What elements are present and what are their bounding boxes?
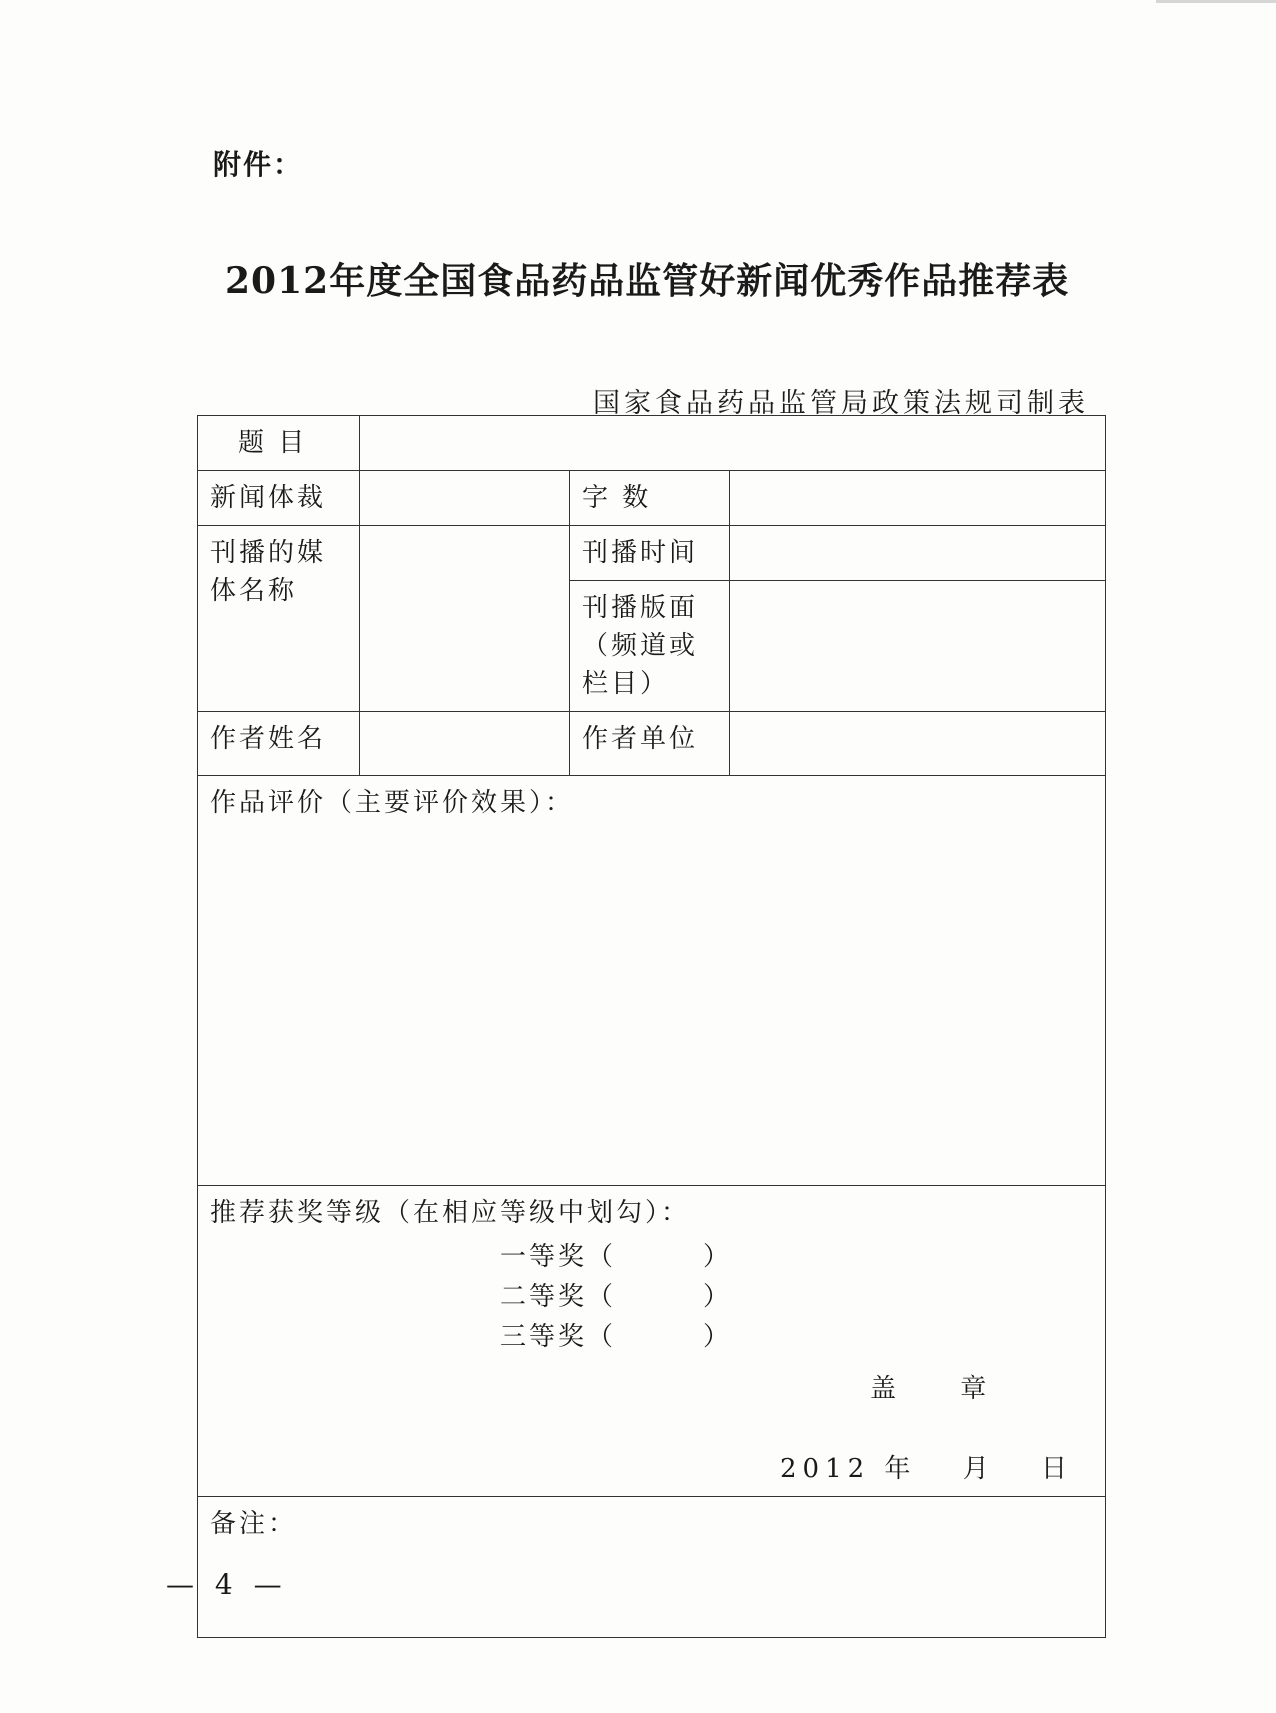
genre-label-cell: 新闻体裁 [198, 471, 360, 526]
author-input-cell[interactable] [360, 712, 570, 776]
evaluation-cell[interactable] [198, 776, 1106, 1186]
broadcast-time-input-cell[interactable] [730, 526, 1106, 581]
scan-edge-mark [1156, 0, 1276, 3]
author-unit-input-cell[interactable] [730, 712, 1106, 776]
award-second[interactable]: 二等奖（ ） [500, 1282, 733, 1312]
award-third[interactable]: 三等奖（ ） [500, 1322, 733, 1352]
recommendation-form-table [197, 415, 1106, 1638]
wordcount-label-cell: 字 数 [570, 471, 730, 526]
row-remarks [198, 1497, 1106, 1638]
remarks-label: 备注： [210, 1509, 298, 1539]
page-input-cell[interactable] [730, 581, 1106, 712]
date-label: 2012 年 月 日 [780, 1454, 1073, 1484]
remarks-cell[interactable] [198, 1497, 1106, 1638]
issuer-line: 国家食品药品监管局政策法规司制表 [593, 388, 1089, 419]
awards-list [500, 1238, 1093, 1358]
author-unit-label-cell: 作者单位 [570, 712, 730, 776]
recommend-cell [198, 1186, 1106, 1497]
document-title: 2012年度全国食品药品监管好新闻优秀作品推荐表 [225, 260, 1070, 302]
row-genre [198, 471, 1106, 526]
page-label-cell: 刊播版面（频道或栏目） [570, 581, 730, 712]
media-input-cell[interactable] [360, 526, 570, 712]
row-recommend [198, 1186, 1106, 1497]
page-number: — 4 — [166, 1568, 288, 1601]
genre-input-cell[interactable] [360, 471, 570, 526]
title-input-cell[interactable] [360, 416, 1106, 471]
media-label-cell: 刊播的媒体名称 [198, 526, 360, 712]
broadcast-time-label-cell: 刊播时间 [570, 526, 730, 581]
row-media-time [198, 526, 1106, 581]
seal-label: 盖 章 [870, 1374, 1015, 1404]
attachment-label: 附件： [213, 148, 304, 181]
recommend-label: 推荐获奖等级（在相应等级中划勾）： [210, 1198, 691, 1228]
evaluation-label: 作品评价（主要评价效果）： [210, 788, 575, 818]
row-author [198, 712, 1106, 776]
award-first[interactable]: 一等奖（ ） [500, 1242, 733, 1272]
row-evaluation [198, 776, 1106, 1186]
wordcount-input-cell[interactable] [730, 471, 1106, 526]
title-label-cell: 题 目 [198, 416, 360, 471]
author-label-cell: 作者姓名 [198, 712, 360, 776]
row-title [198, 416, 1106, 471]
